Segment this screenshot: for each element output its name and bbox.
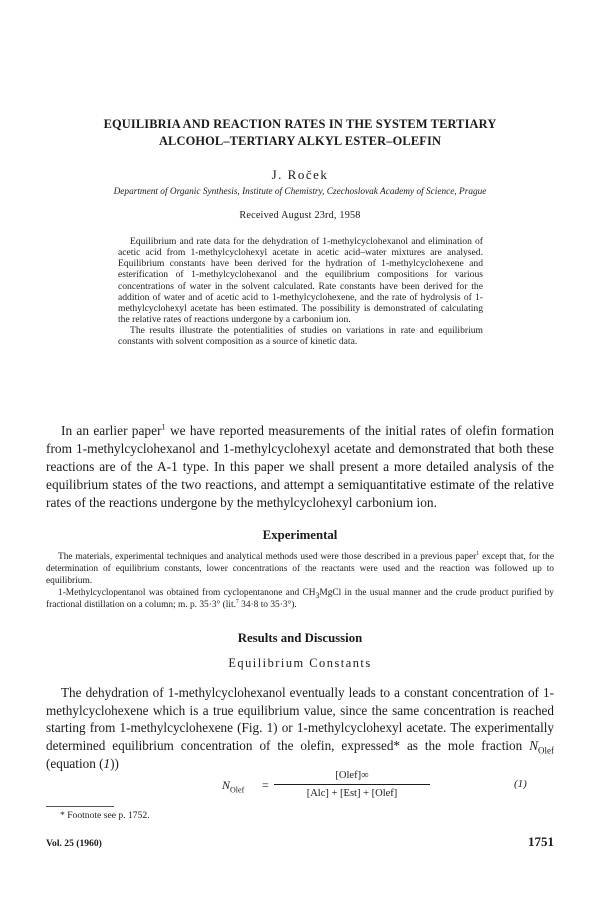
equation-lhs-symbol: N (222, 778, 231, 792)
results-text-b: (equation ( (46, 755, 104, 771)
section-heading-experimental: Experimental (262, 528, 338, 542)
affiliation: Department of Organic Synthesis, Institute of Chemistry, Czechoslovak Academy of Science, Prague (113, 187, 487, 197)
equation-numerator: [Olef]∞ (335, 770, 369, 781)
exp-text-a: The materials, experimental techniques and analytical methods used were those described in a previous paper (58, 552, 477, 562)
title-line-1: EQUILIBRIA AND REACTION RATES IN THE SYSTEM TERTIARY (103, 117, 497, 131)
results-text-c: )) (110, 755, 119, 771)
equation-1 (222, 768, 482, 804)
equals-sign: = (262, 778, 269, 792)
results-paragraph (46, 684, 554, 773)
equation-lhs (222, 778, 244, 793)
results-text-a: The dehydration of 1-methylcyclohexanol eventually leads to a constant concentration of 1-methylcyclohexene which is a true equilibrium value, since the same concentration is reached starting from 1-methylcyclohexene (Fig. 1) or 1-methylcyclohexyl acetate. The experimentally determined equilibrium concentration of the olefin, expressed* as the mole fraction (46, 685, 554, 754)
article-title (40, 116, 560, 150)
exp-text-b: except that, for the determination of equilibrium constants, lower concentrations of the reactants were used and the reaction was followed up to equilibrium. (46, 552, 555, 586)
equation-lhs-subscript: Olef (230, 785, 245, 795)
section-heading-results: Results and Discussion (237, 631, 363, 645)
variable-n: N (529, 738, 538, 754)
equation-number: (1) (514, 778, 527, 790)
intro-text-a: In an earlier paper (61, 423, 162, 438)
abstract-paragraph-2: The results illustrate the potentialities of studies on variations in rate and equilibrium constants with solvent composition as a source of kinetic data. (118, 325, 483, 348)
variable-subscript: Olef (538, 745, 554, 756)
title-line-2: ALCOHOL–TERTIARY ALKYL ESTER–OLEFIN (158, 134, 442, 148)
abstract (118, 236, 483, 348)
footnote-divider (46, 806, 114, 807)
intro-text-b: we have reported measurements of the initial rates of olefin formation from 1-methylcyclohexanol and 1-methylcyclohexyl acetate and demonstrated that both these reactions are of the A-1 type. In this paper we shall present a more detailed analysis of the equilibrium states of the two reactions, and attempt a semiquantitative estimate of the relative rates of the reactions undergone by the methylcyclohexyl carbonium ion. (46, 423, 554, 510)
reference-marker: 1 (476, 550, 480, 557)
exp2-text-a: 1-Methylcyclopentanol was obtained from cyclopentanone and CH (58, 587, 316, 598)
footnote: * Footnote see p. 1752. (60, 810, 150, 821)
subsection-heading-equilibrium: Equilibrium Constants (228, 656, 372, 670)
experimental-paragraph-1 (46, 552, 554, 588)
reference-marker: 1 (161, 422, 166, 432)
intro-paragraph (46, 422, 554, 512)
results-body (46, 684, 554, 773)
equation-reference: 1 (103, 755, 111, 771)
page-number: 1751 (528, 834, 554, 849)
experimental-section (46, 552, 554, 612)
experimental-paragraph-2 (46, 588, 554, 612)
reference-marker: 7 (235, 598, 239, 605)
received-date: Received August 23rd, 1958 (239, 210, 361, 221)
equation-denominator: [Alc] + [Est] + [Olef] (306, 788, 398, 799)
abstract-paragraph-1: Equilibrium and rate data for the dehydration of 1-methylcyclohexanol and elimination of acetic acid from 1-methylcyclohexyl acetate in acetic acid–water mixtures are analysed. Equilibrium constants have been derived for the hydration of 1-methylcyclohexene and esterification of 1-methylcyclohexanol and the equilibrium compositions for various concentrations of water in the solvent calculated. Rate constants have been derived for the addition of water and of acetic acid to 1-methylcyclohexene, and the rate of hydrolysis of 1-methylcyclohexyl acetate has been estimated. The possibility is demonstrated of calculating the relative rates of reactions undergone by a carbonium ion. (118, 236, 483, 326)
exp2-text-b: MgCl in the usual manner and the crude product purified by fractional distillation on a column; m. p. 35·3° (lit. (46, 587, 554, 610)
equation-fraction (274, 768, 430, 801)
volume-info: Vol. 25 (1960) (46, 838, 102, 849)
author-name: J. Roček (271, 167, 329, 182)
fraction-bar (274, 784, 430, 785)
exp2-text-c: 34·8 to 35·3°). (238, 599, 297, 610)
subscript: 3 (315, 590, 320, 600)
introduction (46, 422, 554, 512)
